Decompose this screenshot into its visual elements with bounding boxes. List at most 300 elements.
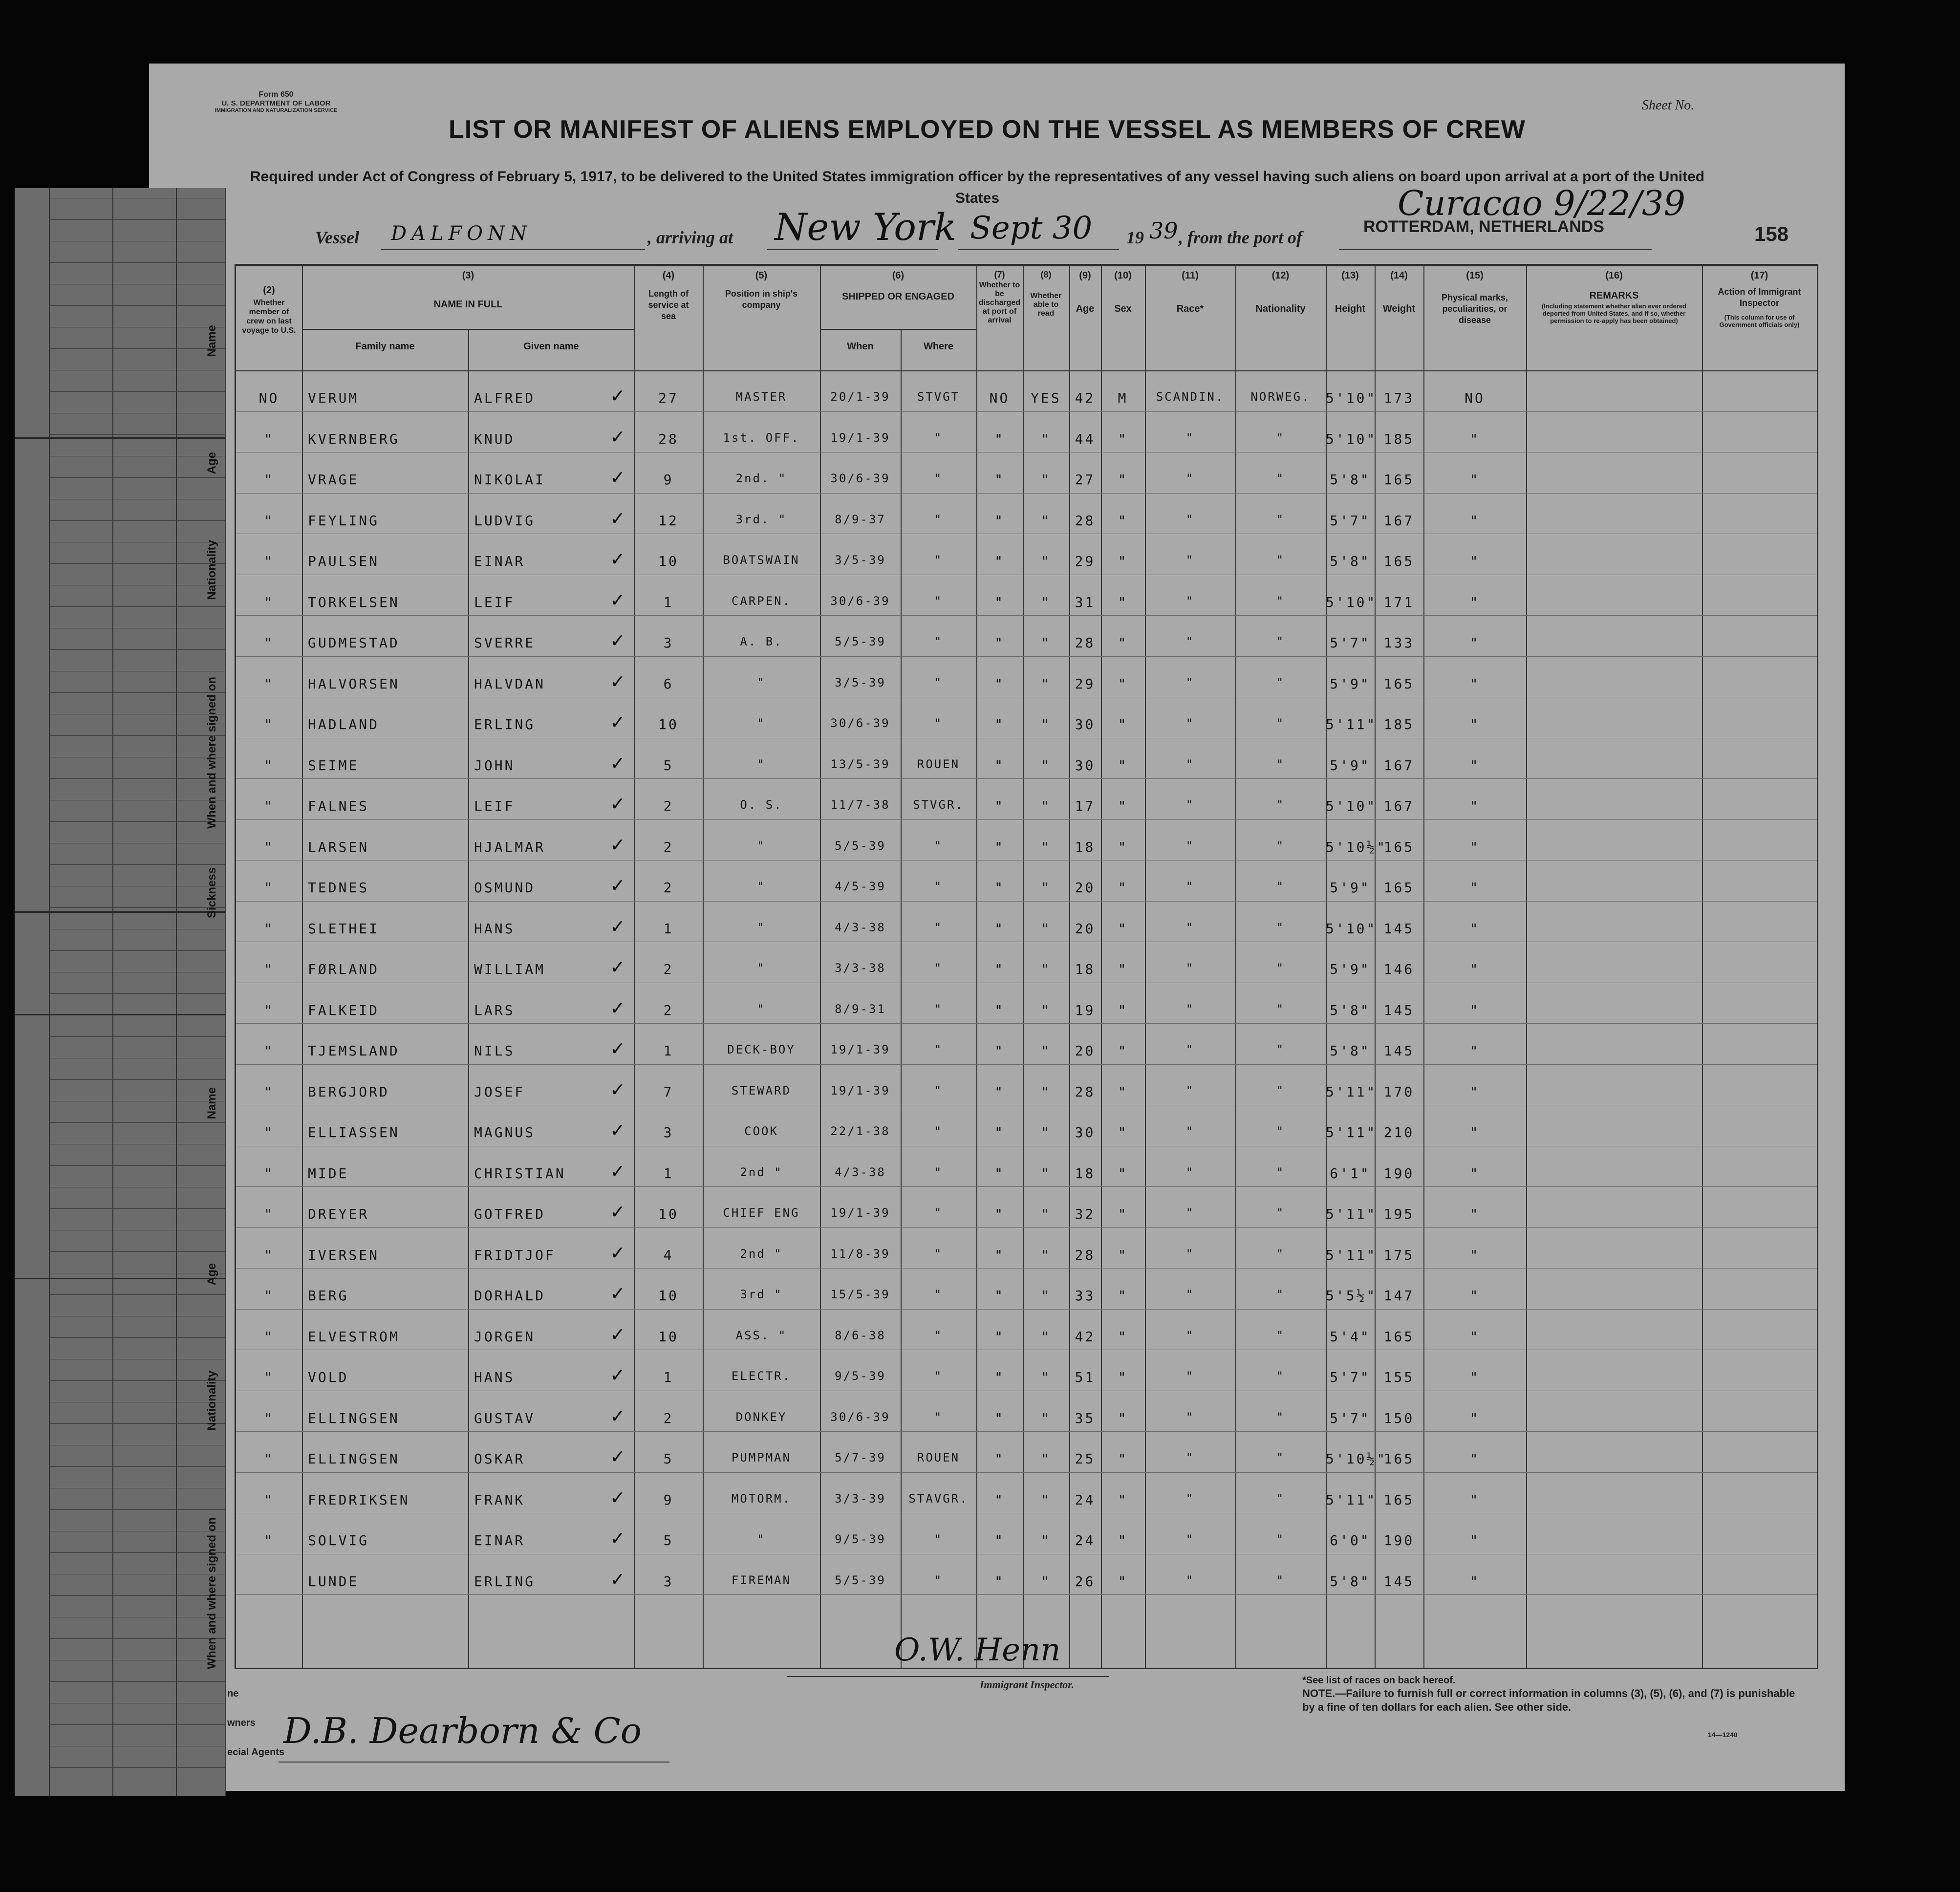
discharged-cell: " bbox=[994, 553, 1005, 569]
check-mark-icon: ✓ bbox=[610, 1446, 625, 1467]
race-cell: " bbox=[1185, 1369, 1195, 1383]
family-name-cell: ELLINGSEN bbox=[308, 1451, 400, 1467]
shipped-when-cell: 3/5-39 bbox=[835, 675, 886, 689]
stub-rule bbox=[49, 1337, 225, 1338]
check-mark-icon: ✓ bbox=[610, 1323, 625, 1345]
height-cell: 5'8" bbox=[1330, 1573, 1371, 1590]
family-name-cell: VRAGE bbox=[308, 472, 359, 488]
age-cell: 28 bbox=[1075, 1247, 1096, 1263]
race-cell: " bbox=[1185, 1573, 1195, 1587]
age-cell: 30 bbox=[1075, 716, 1096, 732]
race-cell: " bbox=[1185, 1288, 1195, 1301]
able-to-read-cell: " bbox=[1041, 1247, 1051, 1263]
shipped-when-cell: 8/6-38 bbox=[835, 1328, 886, 1342]
stub-header-age: Age bbox=[205, 452, 218, 474]
race-cell: " bbox=[1185, 838, 1195, 853]
origin-handwritten: Curacao 9/22/39 bbox=[1398, 183, 1686, 223]
sex-cell: " bbox=[1118, 512, 1128, 529]
race-cell: " bbox=[1185, 961, 1195, 975]
shipped-where-cell: " bbox=[934, 1288, 943, 1301]
nationality-cell: " bbox=[1276, 472, 1285, 485]
stub-rule bbox=[49, 477, 225, 478]
able-to-read-cell: " bbox=[1041, 1369, 1051, 1385]
family-name-cell: TORKELSEN bbox=[308, 594, 400, 610]
physical-marks-cell: " bbox=[1469, 1124, 1480, 1140]
able-to-read-cell: " bbox=[1041, 472, 1051, 488]
sheet-number: 158 bbox=[1754, 222, 1789, 245]
position-cell: 2nd " bbox=[740, 1165, 783, 1179]
check-mark-icon: ✓ bbox=[610, 630, 625, 651]
stub-band bbox=[15, 1278, 225, 1279]
given-name-cell: JORGEN bbox=[474, 1328, 536, 1345]
age-cell: 32 bbox=[1075, 1206, 1096, 1222]
position-cell: 2nd. " bbox=[735, 472, 787, 485]
agents-label: ecial Agents bbox=[227, 1747, 285, 1758]
shipped-where-cell: " bbox=[934, 472, 943, 485]
race-cell: " bbox=[1185, 1002, 1195, 1016]
check-mark-icon: ✓ bbox=[610, 1568, 625, 1590]
shipped-when-cell: 11/7-38 bbox=[830, 798, 890, 812]
physical-marks-cell: " bbox=[1469, 1369, 1480, 1385]
position-cell: 2nd " bbox=[740, 1247, 783, 1261]
service-length-cell: 27 bbox=[658, 390, 679, 406]
height-cell: 5'4" bbox=[1330, 1328, 1371, 1345]
weight-cell: 133 bbox=[1383, 635, 1415, 651]
physical-marks-cell: " bbox=[1469, 961, 1480, 977]
shipped-when-cell: 9/5-39 bbox=[835, 1369, 886, 1383]
given-name-cell: GOTFRED bbox=[474, 1206, 546, 1222]
shipped-when-cell: 4/5-39 bbox=[835, 880, 886, 893]
col-header-inspector bbox=[1702, 270, 1817, 328]
able-to-read-cell: " bbox=[1041, 920, 1051, 937]
service-length-cell: 2 bbox=[663, 1002, 674, 1018]
able-to-read-cell: " bbox=[1041, 1491, 1051, 1508]
col-header-where: Where bbox=[923, 341, 954, 352]
subheader-rule bbox=[820, 329, 976, 330]
stub-header-sickness: Sickness bbox=[205, 867, 218, 919]
shipped-where-cell: STAVGR. bbox=[908, 1491, 969, 1505]
physical-marks-cell: " bbox=[1469, 1165, 1480, 1182]
discharged-cell: " bbox=[994, 430, 1005, 447]
nationality-cell: " bbox=[1276, 1165, 1285, 1179]
family-name-cell: IVERSEN bbox=[308, 1247, 380, 1263]
age-cell: 19 bbox=[1075, 1002, 1096, 1018]
position-cell: " bbox=[757, 716, 766, 730]
family-name-cell: ELVESTROM bbox=[308, 1328, 400, 1345]
discharged-cell: " bbox=[994, 798, 1005, 814]
col-header-age bbox=[1069, 270, 1101, 315]
height-cell: 5'9" bbox=[1330, 675, 1371, 692]
physical-marks-cell: " bbox=[1469, 1083, 1480, 1100]
race-cell: " bbox=[1185, 553, 1195, 567]
service-length-cell: 3 bbox=[663, 635, 674, 651]
prev-voyage-cell: " bbox=[264, 1491, 274, 1508]
age-cell: 35 bbox=[1075, 1410, 1096, 1426]
given-name-cell: ERLING bbox=[474, 1573, 536, 1590]
family-name-cell: HALVORSEN bbox=[308, 675, 400, 692]
family-name-cell: SLETHEI bbox=[308, 920, 380, 937]
stub-header-signed-on: When and where signed on bbox=[205, 677, 218, 829]
form-number: Form 650 bbox=[258, 90, 294, 99]
prev-voyage-cell: " bbox=[264, 635, 274, 651]
family-name-cell: ELLINGSEN bbox=[308, 1410, 400, 1426]
sex-cell: " bbox=[1118, 594, 1128, 610]
age-cell: 28 bbox=[1075, 512, 1096, 529]
position-cell: BOATSWAIN bbox=[723, 553, 800, 567]
position-cell: DONKEY bbox=[735, 1410, 787, 1424]
check-mark-icon: ✓ bbox=[610, 1078, 625, 1100]
row-rule bbox=[236, 1472, 1817, 1473]
col-header-sex bbox=[1101, 270, 1145, 315]
arriving-label: , arriving at bbox=[647, 228, 733, 247]
physical-marks-cell: " bbox=[1469, 1328, 1480, 1345]
sex-cell: M bbox=[1118, 390, 1128, 406]
physical-marks-cell: " bbox=[1469, 798, 1480, 814]
discharged-cell: " bbox=[994, 1206, 1005, 1222]
check-mark-icon: ✓ bbox=[610, 1160, 625, 1182]
position-cell: A. B. bbox=[740, 635, 783, 648]
stub-rule bbox=[49, 821, 225, 822]
check-mark-icon: ✓ bbox=[610, 507, 625, 529]
able-to-read-cell: " bbox=[1041, 1573, 1051, 1590]
prev-voyage-cell: " bbox=[264, 472, 274, 488]
prev-voyage-cell: " bbox=[264, 1247, 274, 1263]
nationality-cell: " bbox=[1276, 512, 1285, 526]
given-name-cell: JOHN bbox=[474, 757, 515, 774]
check-mark-icon: ✓ bbox=[610, 834, 625, 856]
given-name-cell: OSMUND bbox=[474, 880, 536, 896]
family-name-cell: VERUM bbox=[308, 390, 359, 406]
stub-header-nationality: Nationality bbox=[205, 540, 218, 600]
shipped-where-cell: " bbox=[934, 838, 943, 853]
stub-band bbox=[15, 911, 225, 913]
nationality-cell: " bbox=[1276, 880, 1285, 893]
given-name-cell: WILLIAM bbox=[474, 961, 546, 977]
service-length-cell: 5 bbox=[663, 757, 674, 774]
shipped-where-cell: " bbox=[934, 1369, 943, 1383]
weight-cell: 210 bbox=[1383, 1124, 1415, 1140]
stub-header-nationality-2: Nationality bbox=[205, 1371, 218, 1431]
age-cell: 44 bbox=[1075, 430, 1096, 447]
check-mark-icon: ✓ bbox=[610, 1486, 625, 1508]
age-cell: 42 bbox=[1075, 390, 1096, 406]
prev-voyage-cell: " bbox=[264, 961, 274, 977]
weight-cell: 167 bbox=[1383, 512, 1415, 529]
weight-cell: 165 bbox=[1383, 675, 1415, 692]
shipped-where-cell: " bbox=[934, 430, 943, 445]
service-length-cell: 6 bbox=[663, 675, 674, 692]
height-cell: 5'11" bbox=[1326, 1247, 1377, 1263]
shipped-when-cell: 3/5-39 bbox=[835, 553, 886, 567]
age-cell: 25 bbox=[1075, 1451, 1096, 1467]
col-num: (11) bbox=[1182, 270, 1199, 281]
able-to-read-cell: " bbox=[1041, 553, 1051, 569]
race-cell: " bbox=[1185, 920, 1195, 934]
col-num: (16) bbox=[1605, 270, 1623, 281]
shipped-when-cell: 20/1-39 bbox=[830, 390, 890, 404]
position-cell: COOK bbox=[744, 1124, 778, 1138]
prev-voyage-cell: " bbox=[264, 594, 274, 610]
col-header-physical-marks bbox=[1423, 270, 1526, 337]
height-cell: 5'5½" bbox=[1326, 1288, 1377, 1304]
shipped-when-cell: 5/5-39 bbox=[835, 635, 886, 648]
nationality-cell: " bbox=[1276, 594, 1285, 608]
check-mark-icon: ✓ bbox=[610, 956, 625, 978]
position-cell: ASS. " bbox=[735, 1328, 787, 1342]
year-prefix: 19 bbox=[1126, 228, 1144, 247]
position-cell: " bbox=[757, 838, 766, 853]
weight-cell: 150 bbox=[1383, 1410, 1415, 1426]
discharged-cell: " bbox=[994, 920, 1005, 937]
nationality-cell: " bbox=[1276, 716, 1285, 730]
position-cell: O. S. bbox=[740, 798, 783, 812]
discharged-cell: NO bbox=[989, 390, 1010, 406]
discharged-cell: " bbox=[994, 1328, 1005, 1345]
physical-marks-cell: " bbox=[1469, 635, 1480, 651]
height-cell: 5'10½" bbox=[1326, 1451, 1387, 1467]
family-name-cell: HADLAND bbox=[308, 716, 380, 732]
service-length-cell: 10 bbox=[658, 1206, 679, 1222]
race-cell: " bbox=[1185, 1451, 1195, 1464]
shipped-when-cell: 19/1-39 bbox=[830, 1083, 890, 1097]
check-mark-icon: ✓ bbox=[610, 548, 625, 570]
row-rule bbox=[236, 1186, 1817, 1187]
age-cell: 28 bbox=[1075, 635, 1096, 651]
row-rule bbox=[236, 778, 1817, 779]
discharged-cell: " bbox=[994, 675, 1005, 692]
stub-rule bbox=[49, 348, 225, 349]
able-to-read-cell: " bbox=[1041, 1124, 1051, 1140]
col-num: (3) bbox=[462, 270, 474, 281]
sex-cell: " bbox=[1118, 961, 1128, 977]
stub-rule bbox=[49, 735, 225, 736]
able-to-read-cell: " bbox=[1041, 1043, 1051, 1059]
row-rule bbox=[236, 615, 1817, 616]
discharged-cell: " bbox=[994, 1043, 1005, 1059]
age-cell: 33 bbox=[1075, 1288, 1096, 1304]
stub-rule bbox=[49, 563, 225, 564]
col-title: Action of Immigrant Inspector bbox=[1718, 287, 1801, 308]
service-length-cell: 9 bbox=[663, 1491, 674, 1508]
discharged-cell: " bbox=[994, 1165, 1005, 1182]
position-cell: FIREMAN bbox=[731, 1573, 792, 1587]
race-cell: " bbox=[1185, 1532, 1195, 1546]
sex-cell: " bbox=[1118, 553, 1128, 569]
given-name-cell: FRANK bbox=[474, 1491, 525, 1508]
prev-voyage-cell: " bbox=[264, 838, 274, 855]
shipped-when-cell: 19/1-39 bbox=[830, 1043, 890, 1056]
able-to-read-cell: " bbox=[1041, 1165, 1051, 1182]
age-cell: 24 bbox=[1075, 1491, 1096, 1508]
col-header-position bbox=[703, 270, 820, 318]
nationality-cell: " bbox=[1276, 798, 1285, 812]
weight-cell: 171 bbox=[1383, 594, 1415, 610]
race-cell: " bbox=[1185, 1165, 1195, 1179]
prev-voyage-cell: " bbox=[264, 1328, 274, 1345]
row-rule bbox=[236, 1023, 1817, 1024]
race-cell: SCANDIN. bbox=[1156, 390, 1225, 404]
position-cell: PUMPMAN bbox=[731, 1451, 792, 1464]
sex-cell: " bbox=[1118, 757, 1128, 774]
given-name-cell: JOSEF bbox=[474, 1083, 525, 1100]
stub-rule bbox=[49, 993, 225, 994]
position-cell: DECK-BOY bbox=[727, 1043, 796, 1056]
col-num: (2) bbox=[263, 285, 275, 296]
sex-cell: " bbox=[1118, 1328, 1128, 1345]
weight-cell: 165 bbox=[1383, 1451, 1415, 1467]
discharged-cell: " bbox=[994, 880, 1005, 896]
col-num: (8) bbox=[1040, 270, 1052, 280]
service-length-cell: 10 bbox=[658, 553, 679, 569]
height-cell: 5'11" bbox=[1326, 1206, 1377, 1222]
prev-voyage-cell: NO bbox=[258, 390, 280, 406]
nationality-cell: " bbox=[1276, 1491, 1285, 1505]
family-name-cell: KVERNBERG bbox=[308, 430, 400, 447]
stub-rule bbox=[49, 1423, 225, 1424]
nationality-cell: " bbox=[1276, 1532, 1285, 1546]
given-name-cell: KNUD bbox=[474, 430, 515, 447]
prev-voyage-cell: " bbox=[264, 1206, 274, 1222]
prev-voyage-cell: " bbox=[264, 1369, 274, 1385]
arrival-date: Sept 30 bbox=[970, 210, 1093, 246]
page-title: LIST OR MANIFEST OF ALIENS EMPLOYED ON THE VESSEL AS MEMBERS OF CREW bbox=[449, 115, 1526, 144]
shipped-when-cell: 3/3-39 bbox=[835, 1491, 886, 1505]
race-cell: " bbox=[1185, 1247, 1195, 1261]
physical-marks-cell: " bbox=[1469, 1491, 1480, 1508]
vessel-name: DALFONN bbox=[391, 222, 532, 245]
physical-marks-cell: " bbox=[1469, 1247, 1480, 1263]
family-name-cell: FØRLAND bbox=[308, 961, 380, 977]
row-rule bbox=[236, 411, 1817, 412]
sex-cell: " bbox=[1118, 1247, 1128, 1263]
service-length-cell: 5 bbox=[663, 1451, 674, 1467]
nationality-cell: " bbox=[1276, 675, 1285, 689]
owners-label: wners bbox=[227, 1718, 256, 1728]
family-name-cell: PAULSEN bbox=[308, 553, 380, 569]
col-title: Length of service at sea bbox=[648, 289, 689, 321]
able-to-read-cell: " bbox=[1041, 594, 1051, 610]
col-title: NAME IN FULL bbox=[433, 299, 503, 310]
shipped-when-cell: 5/7-39 bbox=[835, 1451, 886, 1464]
physical-marks-cell: " bbox=[1469, 1043, 1480, 1059]
race-cell: " bbox=[1185, 472, 1195, 485]
age-cell: 20 bbox=[1075, 880, 1096, 896]
given-name-cell: NILS bbox=[474, 1043, 515, 1059]
position-cell: 3rd " bbox=[740, 1288, 783, 1301]
shipped-when-cell: 30/6-39 bbox=[830, 1410, 890, 1424]
race-cell: " bbox=[1185, 1491, 1195, 1505]
given-name-cell: GUSTAV bbox=[474, 1410, 536, 1426]
shipped-when-cell: 30/6-39 bbox=[830, 594, 890, 608]
stub-rule bbox=[49, 434, 225, 435]
nationality-cell: " bbox=[1276, 1451, 1285, 1464]
row-rule bbox=[236, 1594, 1817, 1595]
position-cell: " bbox=[757, 880, 766, 893]
shipped-when-cell: 8/9-31 bbox=[835, 1002, 886, 1016]
able-to-read-cell: " bbox=[1041, 1002, 1051, 1018]
check-mark-icon: ✓ bbox=[610, 1038, 625, 1059]
check-mark-icon: ✓ bbox=[610, 875, 625, 896]
race-cell: " bbox=[1185, 798, 1195, 812]
given-name-cell: FRIDTJOF bbox=[474, 1247, 556, 1263]
position-cell: " bbox=[757, 675, 766, 689]
height-cell: 5'11" bbox=[1326, 1491, 1377, 1508]
col-subtitle: (Including statement whether alien ever ordered deported from United States, and if so, whether permission to re-apply has been obtained) bbox=[1541, 302, 1687, 324]
physical-marks-cell: " bbox=[1469, 920, 1480, 937]
penalty-note: NOTE.—Failure to furnish full or correct information in columns (3), (5), (6), and (7) is punishable by a fine of ten dollars for each alien. See other side. bbox=[1302, 1687, 1795, 1713]
service-length-cell: 2 bbox=[663, 880, 674, 896]
service-length-cell: 10 bbox=[658, 1328, 679, 1345]
age-cell: 24 bbox=[1075, 1532, 1096, 1548]
sex-cell: " bbox=[1118, 1410, 1128, 1426]
height-cell: 5'8" bbox=[1330, 1002, 1371, 1018]
shipped-when-cell: 30/6-39 bbox=[830, 716, 890, 730]
col-header-given-name: Given name bbox=[523, 341, 579, 352]
prev-voyage-cell: " bbox=[264, 880, 274, 896]
weight-cell: 167 bbox=[1383, 757, 1415, 774]
race-cell: " bbox=[1185, 512, 1195, 526]
sex-cell: " bbox=[1118, 1206, 1128, 1222]
height-cell: 5'11" bbox=[1326, 1083, 1377, 1100]
family-name-cell: TJEMSLAND bbox=[308, 1043, 400, 1059]
physical-marks-cell: " bbox=[1469, 430, 1480, 447]
sex-cell: " bbox=[1118, 838, 1128, 855]
nationality-cell: " bbox=[1276, 1206, 1285, 1220]
shipped-where-cell: " bbox=[934, 512, 943, 526]
nationality-cell: NORWEG. bbox=[1250, 390, 1311, 404]
col-num: (7) bbox=[994, 270, 1005, 280]
nationality-cell: " bbox=[1276, 1410, 1285, 1424]
weight-cell: 185 bbox=[1383, 430, 1415, 447]
discharged-cell: " bbox=[994, 635, 1005, 651]
shipped-when-cell: 11/8-39 bbox=[830, 1247, 890, 1261]
age-cell: 51 bbox=[1075, 1369, 1096, 1385]
given-name-cell: OSKAR bbox=[474, 1451, 525, 1467]
height-cell: 6'1" bbox=[1330, 1165, 1371, 1182]
family-name-cell: TEDNES bbox=[308, 880, 369, 896]
able-to-read-cell: " bbox=[1041, 880, 1051, 896]
able-to-read-cell: " bbox=[1041, 1451, 1051, 1467]
given-name-cell: LUDVIG bbox=[474, 512, 536, 529]
col-num: (15) bbox=[1466, 270, 1484, 281]
header-top-rule bbox=[236, 265, 1817, 266]
check-mark-icon: ✓ bbox=[610, 589, 625, 611]
height-cell: 5'10" bbox=[1326, 594, 1377, 610]
discharged-cell: " bbox=[994, 594, 1005, 610]
form-reference bbox=[188, 90, 364, 113]
race-cell: " bbox=[1185, 757, 1195, 771]
physical-marks-cell: " bbox=[1469, 1206, 1480, 1222]
check-mark-icon: ✓ bbox=[610, 426, 625, 448]
port-underline bbox=[767, 249, 938, 250]
family-name-cell: FEYLING bbox=[308, 512, 380, 529]
height-cell: 5'10" bbox=[1326, 798, 1377, 814]
weight-cell: 167 bbox=[1383, 798, 1415, 814]
sex-cell: " bbox=[1118, 1532, 1128, 1548]
race-cell: " bbox=[1185, 635, 1195, 648]
height-cell: 5'9" bbox=[1330, 757, 1371, 774]
physical-marks-cell: " bbox=[1469, 512, 1480, 529]
sex-cell: " bbox=[1118, 1165, 1128, 1182]
able-to-read-cell: " bbox=[1041, 838, 1051, 855]
stub-col-divider bbox=[49, 188, 50, 1796]
given-name-cell: HANS bbox=[474, 920, 515, 937]
check-mark-icon: ✓ bbox=[610, 915, 625, 937]
col-header-shipped bbox=[820, 270, 976, 302]
position-cell: MOTORM. bbox=[731, 1491, 792, 1505]
position-cell: STEWARD bbox=[731, 1083, 792, 1097]
given-name-cell: MAGNUS bbox=[474, 1124, 536, 1140]
